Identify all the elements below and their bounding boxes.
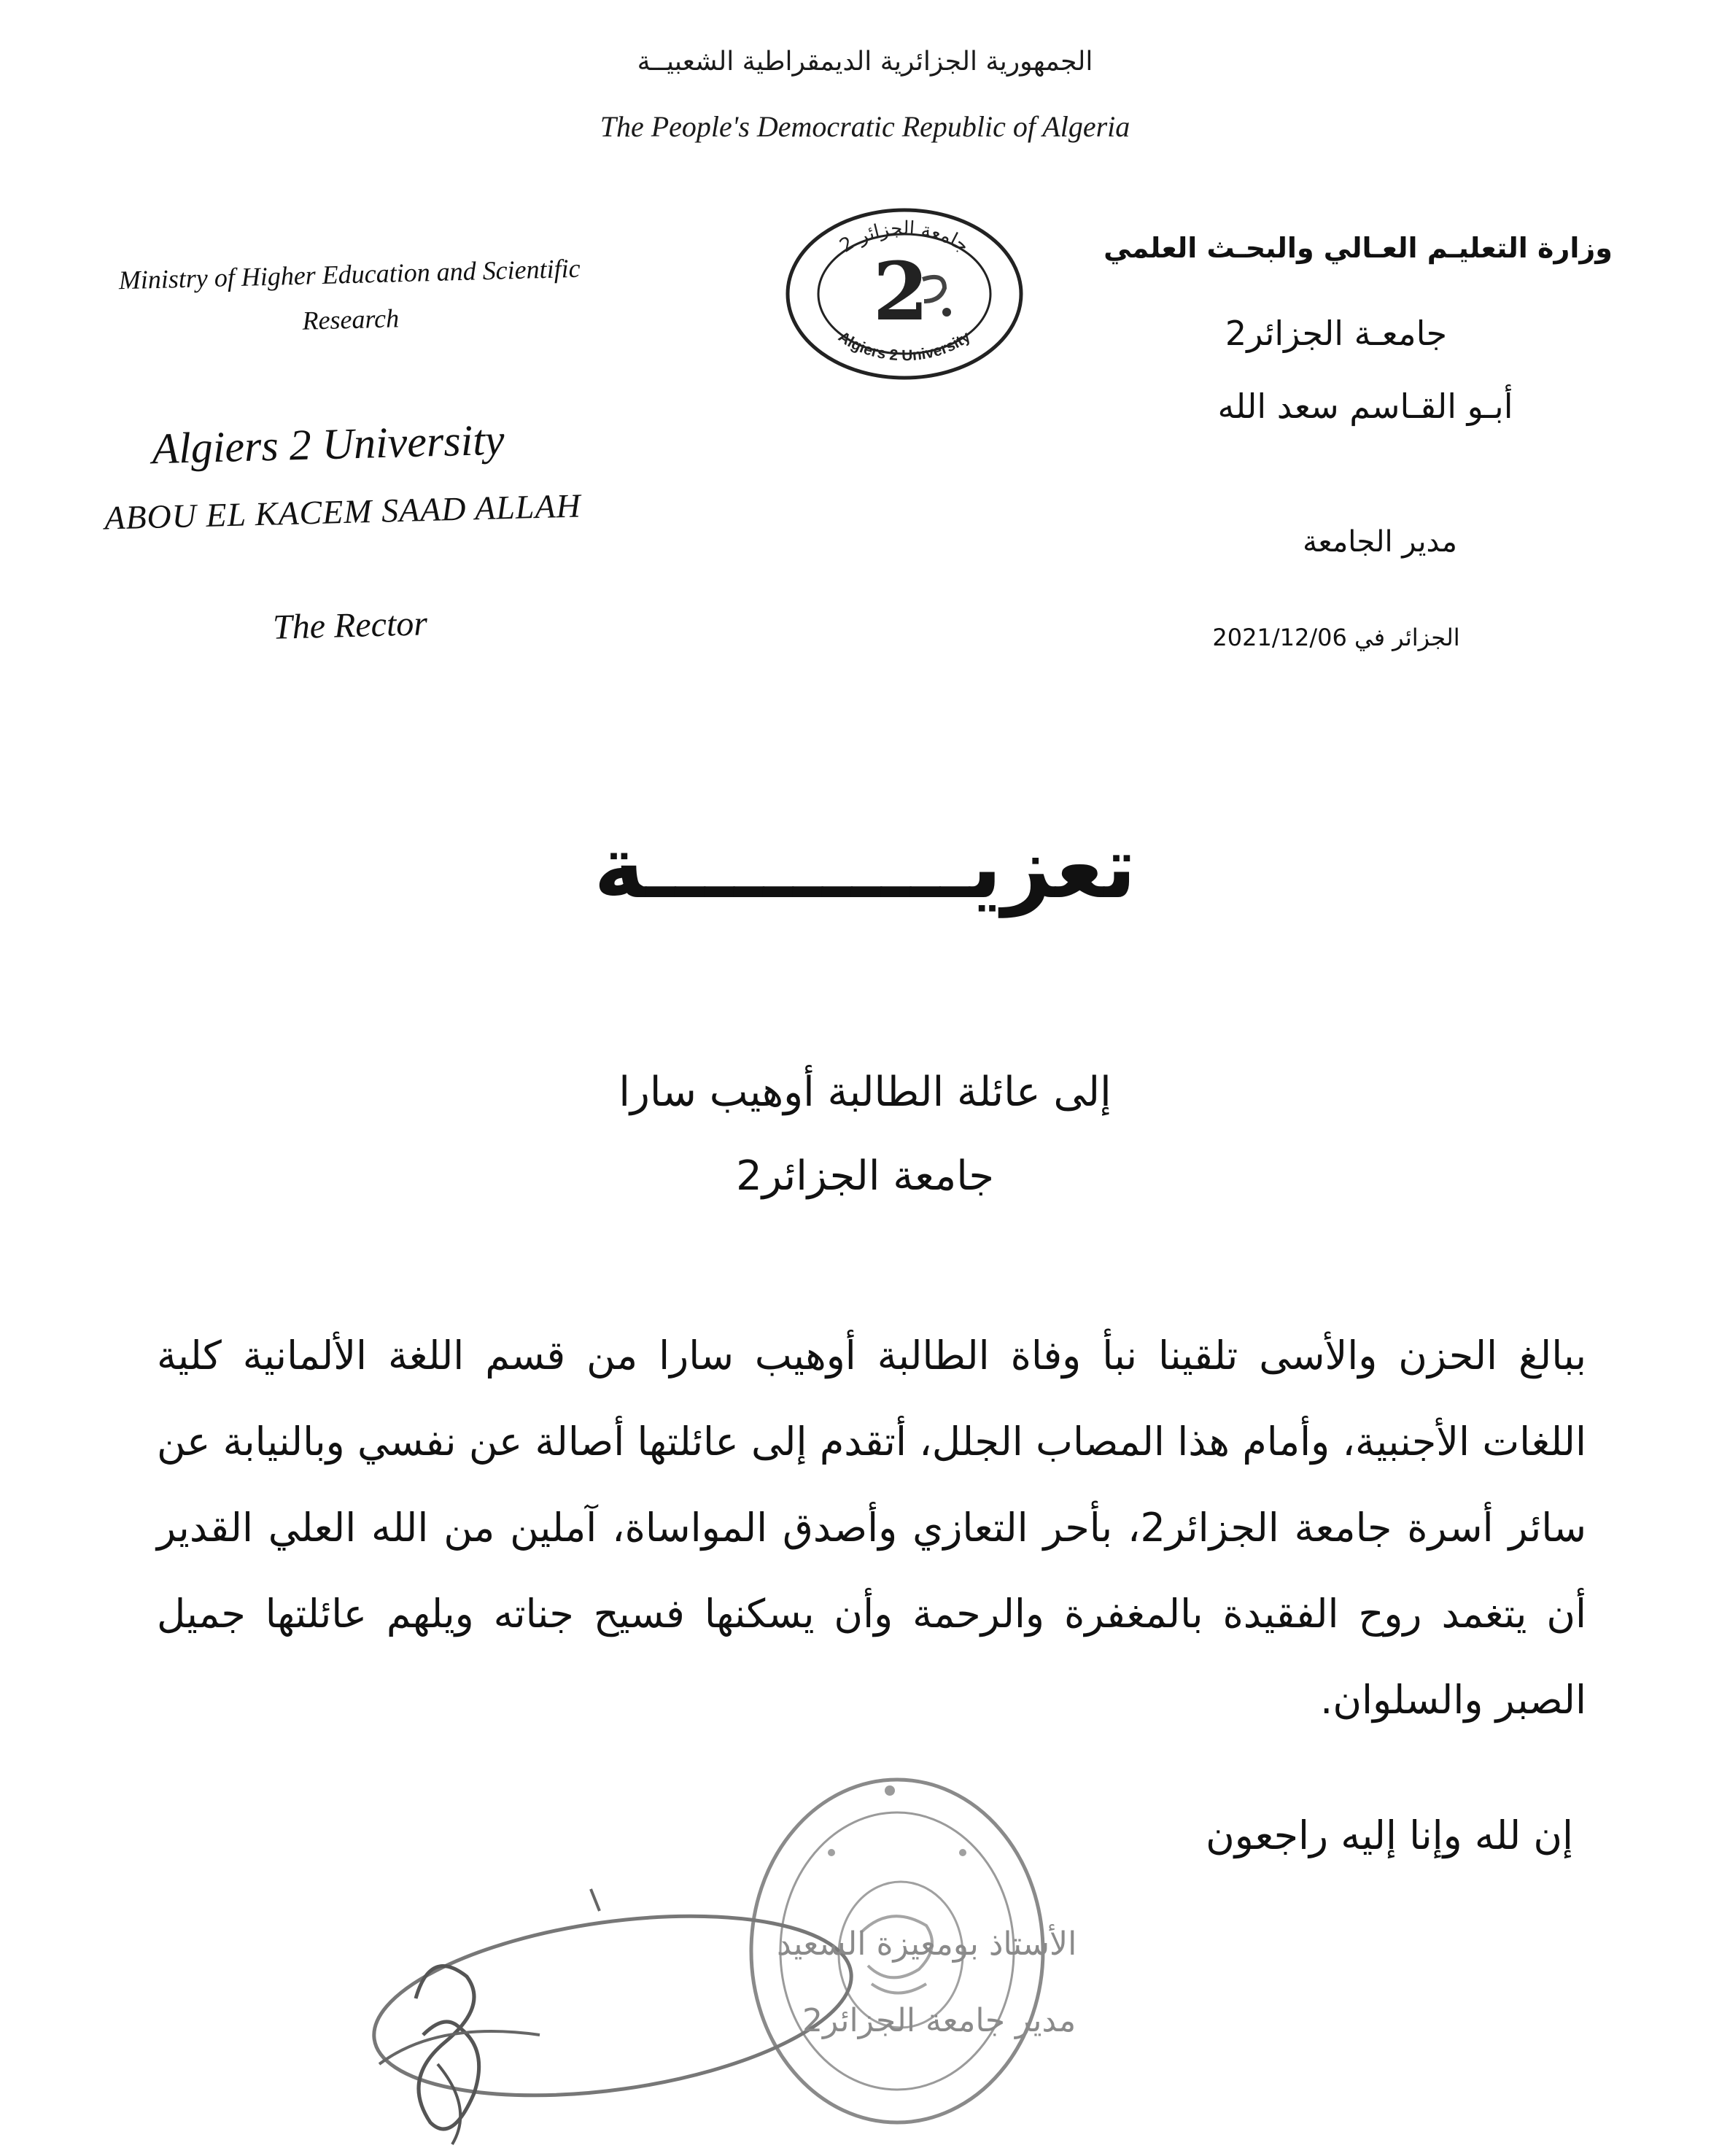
logo-arabic-text: جامعة الجزائر 2 <box>836 217 973 257</box>
university-logo-icon <box>780 203 1028 385</box>
logo-english-text: Algiers 2 University <box>835 328 974 365</box>
rector-en: The Rector <box>272 604 428 647</box>
rector-ar: مدير الجامعة <box>1303 525 1457 559</box>
date-line <box>1154 624 1518 651</box>
signature-title-stamp: مدير جامعة الجزائر2 <box>802 2002 1077 2039</box>
university-logo <box>780 203 1028 385</box>
signature-name-stamp: الأستاذ بومعيزة السعيد <box>777 1926 1077 1963</box>
addressee-university: جامعة الجزائر2 <box>736 1152 994 1200</box>
addressee-line: إلى عائلة الطالبة أوهيب سارا <box>618 1069 1112 1116</box>
university-ar: جامعـة الجزائر2 <box>1225 314 1448 353</box>
date-label: الجزائر في <box>1354 624 1460 651</box>
signature-icon <box>350 1874 1077 2152</box>
document-title: تعزيـــــــــــة <box>594 817 1136 918</box>
university-name-en: ABOU EL KACEM SAAD ALLAH <box>104 486 582 537</box>
university-en: Algiers 2 University <box>151 415 505 473</box>
country-header-ar: الجمهورية الجزائرية الديمقراطية الشعبيــة <box>637 47 1093 77</box>
country-header-en: The People's Democratic Republic of Algeria <box>600 110 1130 143</box>
university-name-ar: أبـو القـاسم سعد الله <box>1217 387 1513 426</box>
date-value: 2021/12/06 <box>1212 624 1347 651</box>
body-paragraph: ببالغ الحزن والأسى تلقينا نبأ وفاة الطالبة أوهيب سارا من قسم اللغة الألمانية كلية اللغات الأجنبية، وأمام هذا المصاب الجلل، أتقدم إلى عائلتها أصالة عن نفسي وبالنيابة عن سائر أسرة جامعة الجزائر2، بأحر التعازي وأصدق المواساة، آملين من الله العلي القدير أن يتغمد روح الفقيدة بالمغفرة والرحمة وأن يسكنها فسيح جناته ويلهم عائلتها جميل الصبر والسلوان. <box>157 1333 1586 1723</box>
ministry-en: Ministry of Higher Education and Scientific Research <box>118 253 581 336</box>
signature-block <box>350 1874 1077 2152</box>
closing-line: إن لله وإنا إليه راجعون <box>1206 1812 1573 1858</box>
logo-numeral: 2 <box>872 244 929 338</box>
ministry-ar: وزارة التعليـم العـالي والبحـث العلمي <box>1103 232 1613 264</box>
